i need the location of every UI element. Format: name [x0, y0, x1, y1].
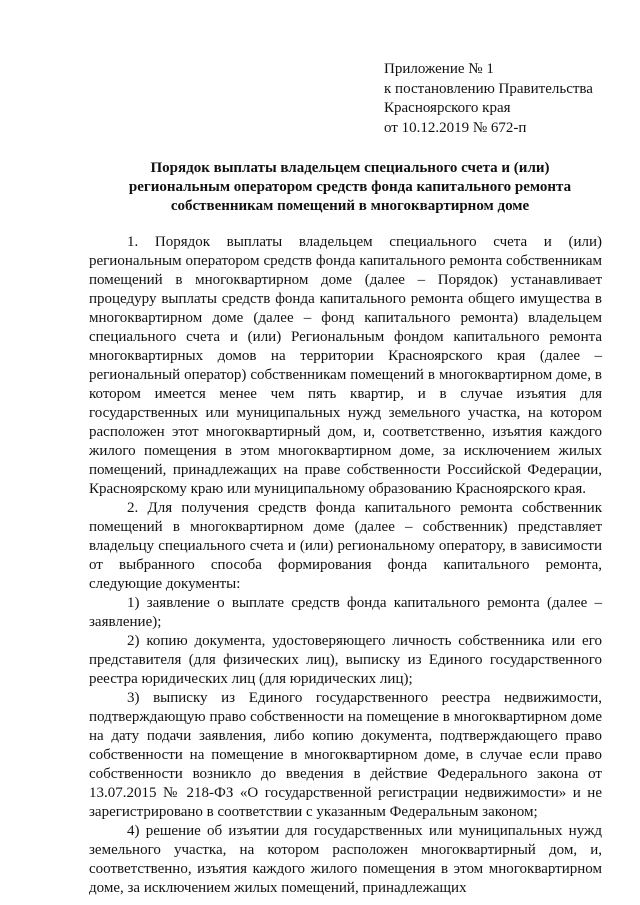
appendix-line: Красноярского края	[384, 100, 511, 116]
appendix-line: Приложение № 1	[384, 61, 494, 77]
paragraph-1: 1. Порядок выплаты владельцем специального счета и (или) региональным оператором средств фонда капитального ремонта собственникам помещений в многоквартирном доме (далее – Порядок) устанавливает процедуру выплаты средств фонда капитального ремонта общего имущества в многоквартирном доме (далее – фонд капитального ремонта) владельцем специального счета и (или) Региональным фондом капитального ремонта многоквартирных домов на территории Красноярского края (далее – региональный оператор) собственникам помещений в многоквартирном доме, в котором имеется менее чем пять квартир, и в случае изъятия для государственных или муниципальных нужд земельного участка, на котором расположен этот многоквартирный дом, и, соответственно, изъятия каждого жилого помещения в этом многоквартирном доме, за исключением жилых помещений, принадлежащих на праве собственности Российской Федерации, Красноярскому краю или муниципальному образованию Красноярского края.	[89, 234, 602, 497]
title-line: Порядок выплаты владельцем специального счета и (или)	[150, 160, 550, 176]
document-title	[90, 159, 610, 216]
appendix-block	[384, 60, 593, 138]
title-line: региональным оператором средств фонда капитального ремонта	[128, 179, 572, 195]
list-item-3: 3) выписку из Единого государственного реестра недвижимости, подтверждающую право собственности на помещение в многоквартирном доме на дату подачи заявления, либо копию документа, подтверждающего право собственности на помещение в многоквартирном доме, в случае если право собственности возникло до введения в действие Федерального закона от 13.07.2015 № 218-ФЗ «О государственной регистрации недвижимости» и не зарегистрировано в соответствии с указанным Федеральным законом;	[89, 690, 602, 820]
list-item-4: 4) решение об изъятии для государственных или муниципальных нужд земельного участка, на котором расположен многоквартирный дом, и, соответственно, изъятия каждого жилого помещения в этом многоквартирном доме, за исключением жилых помещений, принадлежащих	[89, 823, 602, 896]
appendix-line: от 10.12.2019 № 672-п	[384, 119, 527, 136]
list-item-1: 1) заявление о выплате средств фонда капитального ремонта (далее – заявление);	[89, 595, 602, 630]
list-item-2: 2) копию документа, удостоверяющего личность собственника или его представителя (для физических лиц), выписку из Единого государственного реестра юридических лиц (для юридических лиц);	[89, 633, 602, 687]
paragraph-2: 2. Для получения средств фонда капитального ремонта собственник помещений в многоквартирном доме (далее – собственник) представляет владельцу специального счета и (или) региональному оператору, в зависимости от выбранного способа формирования фонда капитального ремонта, следующие документы:	[89, 500, 602, 592]
document-body	[89, 233, 602, 898]
appendix-line: к постановлению Правительства	[384, 80, 593, 97]
title-line: собственникам помещений в многоквартирном доме	[170, 198, 530, 214]
